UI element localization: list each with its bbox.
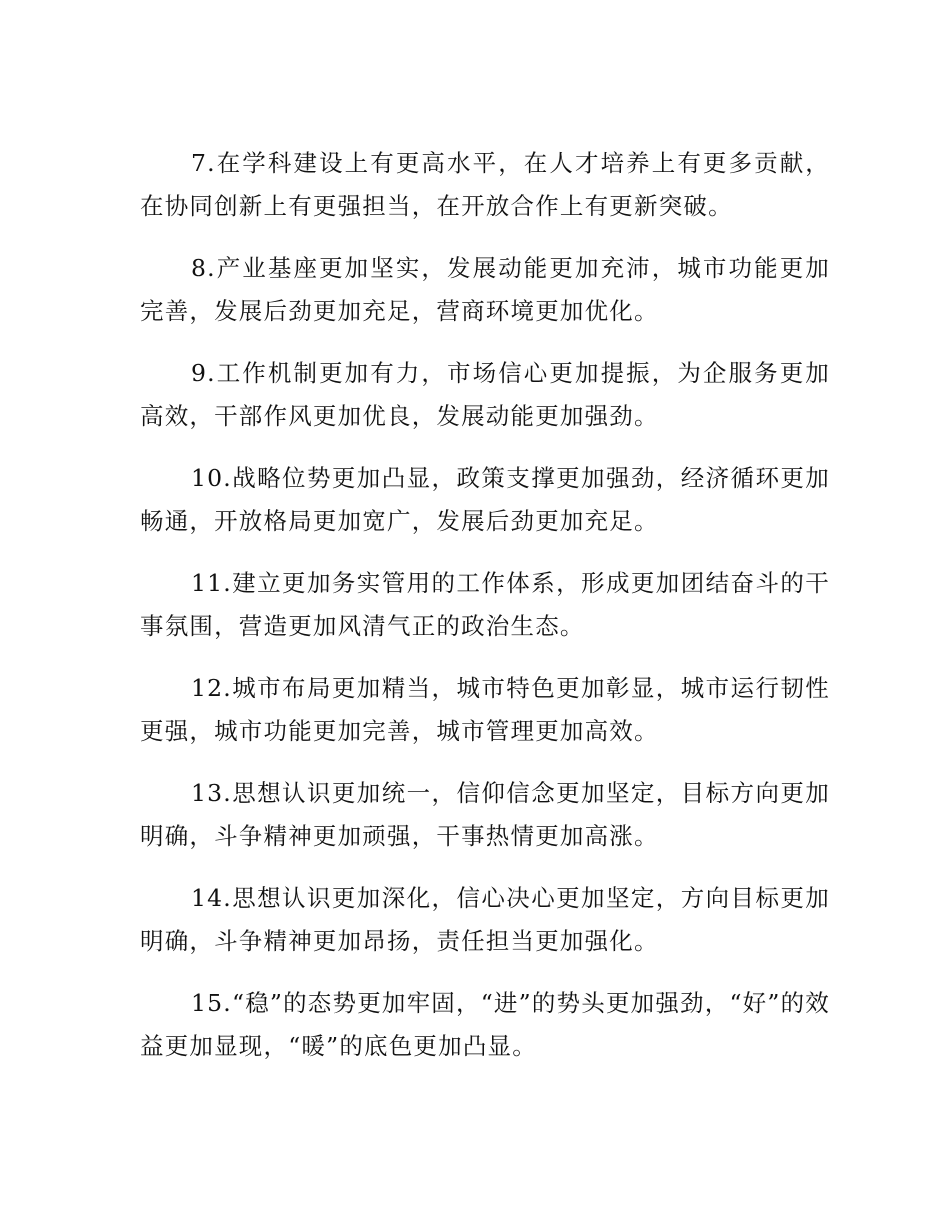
paragraph-8: 8.产业基座更加坚实，发展动能更加充沛，城市功能更加完善，发展后劲更加充足，营商环境更加优化。	[140, 254, 830, 325]
paragraph-9: 9.工作机制更加有力，市场信心更加提振，为企服务更加高效，干部作风更加优良，发展动能更加强劲。	[140, 359, 830, 430]
paragraph-13: 13.思想认识更加统一，信仰信念更加坚定，目标方向更加明确，斗争精神更加顽强，干事热情更加高涨。	[140, 779, 830, 850]
paragraph-15: 15.“稳”的态势更加牢固，“进”的势头更加强劲，“好”的效益更加显现，“暖”的底色更加凸显。	[140, 989, 830, 1060]
paragraph-7: 7.在学科建设上有更高水平，在人才培养上有更多贡献，在协同创新上有更强担当，在开放合作上有更新突破。	[140, 149, 830, 220]
paragraph-12: 12.城市布局更加精当，城市特色更加彰显，城市运行韧性更强，城市功能更加完善，城市管理更加高效。	[140, 674, 830, 745]
paragraph-11: 11.建立更加务实管用的工作体系，形成更加团结奋斗的干事氛围，营造更加风清气正的政治生态。	[140, 569, 830, 640]
paragraph-10: 10.战略位势更加凸显，政策支撑更加强劲，经济循环更加畅通，开放格局更加宽广，发展后劲更加充足。	[140, 464, 830, 535]
document-body	[140, 142, 830, 1087]
paragraph-14: 14.思想认识更加深化，信心决心更加坚定，方向目标更加明确，斗争精神更加昂扬，责任担当更加强化。	[140, 884, 830, 955]
